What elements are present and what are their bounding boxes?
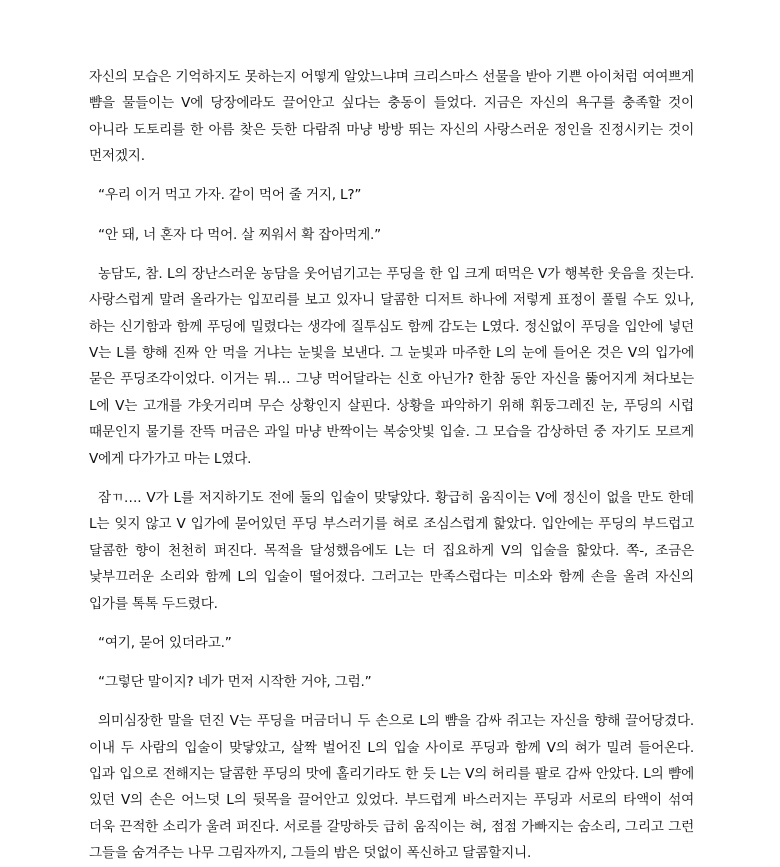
- paragraph: 잠ㄲ…. V가 L를 저지하기도 전에 둘의 입술이 맞닿았다. 황급히 움직이는 V에 정신이 없을 만도 한데 L는 잊지 않고 V 입가에 묻어있던 푸딩 부스러기를 혀로 조심스럽게 핥았다. 입안에는 푸딩의 부드럽고 달콤한 향이 천천히 퍼진다. 목적을 달성했음에도 L는 더 집요하게 V의 입술을 핥았다. 쪽-, 조금은 낯부끄러운 소리와 함께 L의 입술이 떨어졌다. 그러고는 만족스럽다는 미소와 함께 손을 올려 자신의 입가를 톡톡 두드렸다.: [89, 489, 694, 612]
- dialogue-line: “여기, 묻어 있더라고.”: [98, 634, 232, 651]
- paragraph: 농담도, 참. L의 장난스러운 농담을 웃어넘기고는 푸딩을 한 입 크게 떠먹은 V가 행복한 웃음을 짓는다. 사랑스럽게 말려 올라가는 입꼬리를 보고 있자니 달콤한 디저트 하나에 저렇게 표정이 풀릴 수도 있나, 하는 신기함과 함께 푸딩에 밀렸다는 생각에 질투심도 함께 감도는 L였다. 정신없이 푸딩을 입안에 넣던 V는 L를 향해 진짜 안 먹을 거냐는 눈빛을 보낸다. 그 눈빛과 마주한 L의 눈에 들어온 것은 V의 입가에 묻은 푸딩조각이었다. 이거는 뭐… 그냥 먹어달라는 신호 아닌가? 한참 동안 자신을 뚫어지게 쳐다보는 L에 V는 고개를 갸웃거리며 무슨 상황인지 살핀다. 상황을 파악하기 위해 휘둥그레진 눈, 푸딩의 시럽 때문인지 물기를 잔뜩 머금은 과일 마냥 반짝이는 복숭앗빛 입술. 그 모습을 감상하던 중 자기도 모르게 V에게 다가가고 마는 L였다.: [89, 265, 694, 467]
- paragraph: 자신의 모습은 기억하지도 못하는지 어떻게 알았느냐며 크리스마스 선물을 받아 기쁜 아이처럼 여여쁘게 뺨을 물들이는 V에 당장에라도 끌어안고 싶다는 충동이 들었다. 지금은 자신의 욕구를 충족할 것이 아니라 도토리를 한 아름 찾은 듯한 다람쥐 마냥 방방 뛰는 자신의 사랑스러운 정인을 진정시키는 것이 먼저겠지.: [89, 69, 694, 165]
- paragraph: 의미심장한 말을 던진 V는 푸딩을 머금더니 두 손으로 L의 뺨을 감싸 쥐고는 자신을 향해 끌어당겼다. 이내 두 사람의 입술이 맞닿았고, 살짝 벌어진 L의 입술 사이로 푸딩과 함께 V의 혀가 밀려 들어온다. 입과 입으로 전해지는 달콤한 푸딩의 맛에 홀리기라도 한 듯 L는 V의 허리를 팔로 감싸 안았다. L의 뺨에 있던 V의 손은 어느덧 L의 뒷목을 끌어안고 있었다. 부드럽게 바스러지는 푸딩과 서로의 타액이 섞여 더욱 끈적한 소리가 울려 퍼진다. 서로를 갈망하듯 급히 움직이는 혀, 점점 가빠지는 숨소리, 그리고 그런 그들을 숨겨주는 나무 그림자까지, 그들의 밤은 덧없이 폭신하고 달콤할지니.: [89, 713, 694, 862]
- dialogue-line: “우리 이거 먹고 가자. 같이 먹어 줄 거지, L?”: [98, 187, 362, 204]
- dialogue-line: “그렇단 말이지? 네가 먼저 시작한 거야, 그럼.”: [98, 673, 372, 690]
- dialogue-line: “안 돼, 너 혼자 다 먹어. 살 찌워서 확 잡아먹게.”: [98, 226, 381, 243]
